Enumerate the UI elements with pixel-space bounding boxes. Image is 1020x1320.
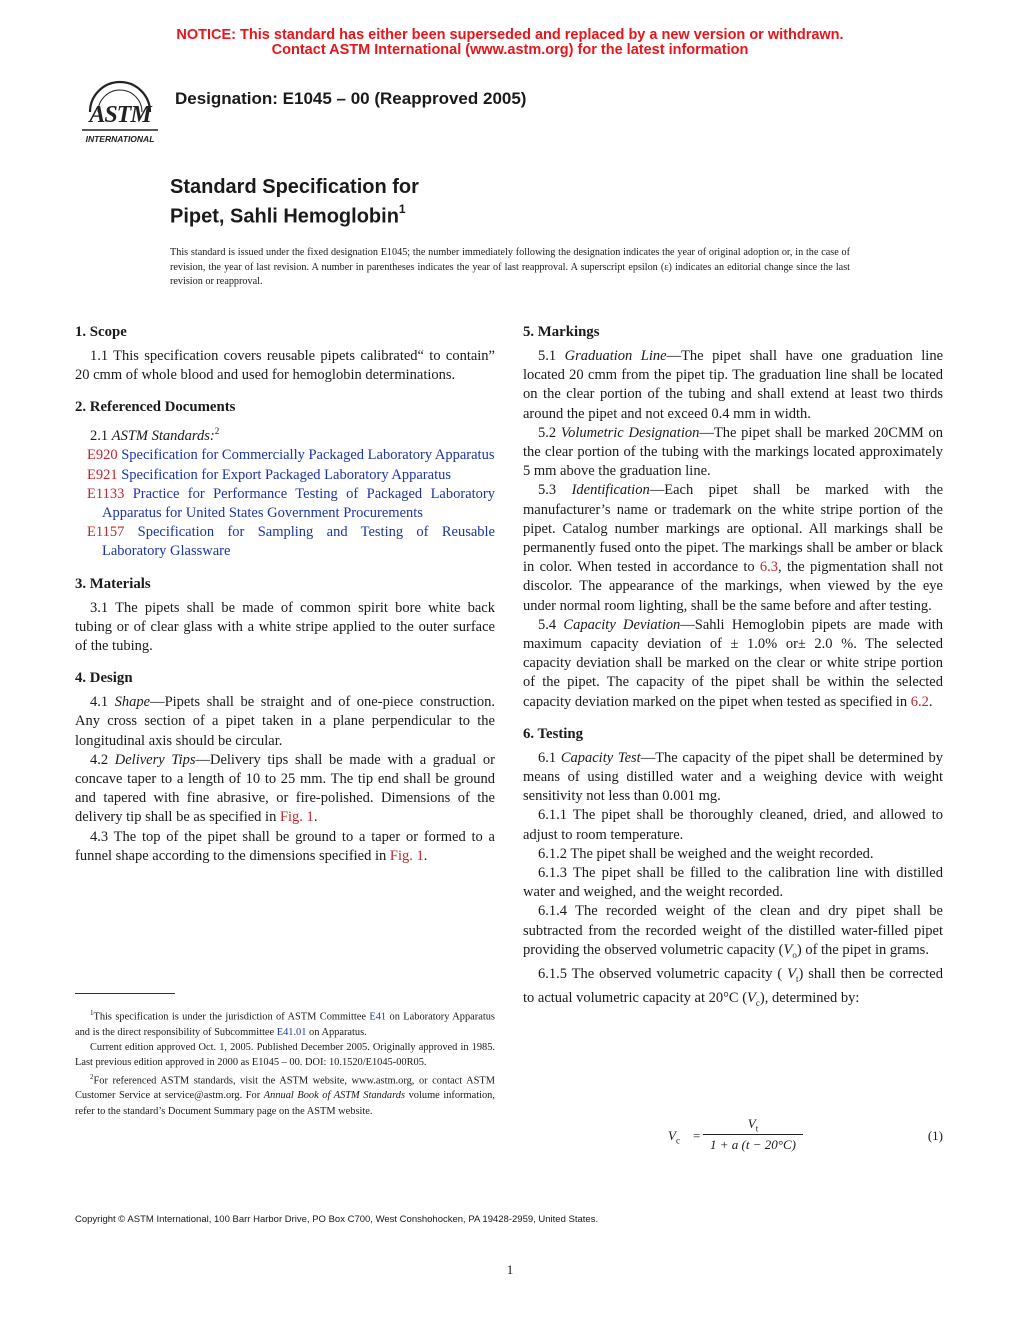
paragraph-end: .	[313, 809, 318, 826]
section-markings	[523, 322, 943, 712]
title-line-1: Standard Specification for	[170, 176, 419, 198]
paragraph: 1.1 This specification covers reusable pipets calibrated“ to contain” 20 cmm of whole blood and used for hemoglobin determinations.	[75, 348, 495, 384]
title-line-2-text: Pipet, Sahli Hemoglobin	[170, 205, 399, 228]
variable: V	[747, 990, 756, 1007]
variable-subscript: t	[795, 973, 799, 984]
committee-link[interactable]: E41	[369, 1011, 387, 1023]
footnote-mark: 2	[214, 426, 220, 437]
section-testing	[523, 724, 943, 1013]
paragraph-number: 4.1	[90, 694, 109, 711]
paragraph	[75, 422, 495, 446]
variable-subscript: c	[755, 997, 760, 1008]
equation-1	[523, 1116, 943, 1156]
paragraph-label: Capacity Test	[560, 749, 641, 766]
paragraph-number: 4.2	[90, 751, 109, 768]
footnote-text: on Laboratory Apparatus and is the direct responsibility of Subcommittee	[75, 1011, 495, 1038]
paragraph-number: 5.2	[538, 424, 557, 441]
paragraph-text: —Each pipet shall be marked with the manufacturer’s name or trademark on the white stripe portion of the pipet. Catalog number markings are optional. All markings shall be permanently fused onto the pipet. The markings shall be amber or black in color. When tested in accordance to	[523, 482, 944, 576]
reference-code[interactable]: E1133	[87, 485, 125, 502]
paragraph: 6.1.2 The pipet shall be weighed and the weight recorded.	[538, 845, 874, 862]
footnote-mark: 1	[90, 1009, 94, 1017]
paragraph-end: .	[423, 847, 428, 864]
reference-item[interactable]	[75, 523, 495, 561]
section-design	[75, 668, 495, 866]
footnote-text: For referenced ASTM standards, visit the ASTM website, www.astm.org, or contact ASTM Customer Service at service@astm.org. For	[75, 1075, 495, 1102]
paragraph: 3.1 The pipets shall be made of common spirit bore white back tubing or of clear glass with a white stripe applied to the outer surface of the tubing.	[75, 599, 495, 655]
footnote-2	[75, 1070, 495, 1119]
numerator-variable: V	[747, 1116, 756, 1131]
reference-code[interactable]: E921	[87, 466, 118, 483]
paragraph-number: 6.1	[538, 749, 557, 766]
paragraph: 6.1.3 The pipet shall be filled to the calibration line with distilled water and weighed, and the weight recorded.	[523, 865, 943, 901]
document-title	[170, 175, 419, 229]
paragraph-text: —Pipets shall be straight and of one-piece construction. Any cross section of a pipet taken in a plane perpendicular to the longitudinal axis should be circular.	[75, 694, 495, 749]
section-link[interactable]: 6.2	[910, 693, 929, 710]
paragraph-end: .	[928, 693, 933, 710]
notice-line-1: NOTICE: This standard has either been superseded and replaced by a new version or withdrawn.	[176, 27, 844, 43]
section-link[interactable]: 6.3	[759, 559, 779, 576]
paragraph	[75, 828, 495, 866]
section-heading: 1. Scope	[75, 324, 127, 340]
paragraph-label: Volumetric Designation	[560, 424, 700, 441]
section-heading: 4. Design	[75, 670, 133, 687]
lhs-subscript: c	[675, 1135, 680, 1146]
reference-title[interactable]: Specification for Export Packaged Laboratory Apparatus	[121, 466, 451, 483]
paragraph-number: 2.1	[90, 428, 109, 445]
reference-code[interactable]: E920	[87, 447, 118, 464]
lhs-variable: V	[668, 1128, 676, 1143]
left-column	[75, 322, 495, 878]
equals-sign: =	[693, 1128, 701, 1143]
paragraph-text: —Delivery tips shall be made with a gradual or concave taper to a length of 10 to 25 mm. The tip end shall be ground and tapered with fine abrasive, or fire-polished. Dimensions of the delivery tip shall be as specified in	[75, 751, 495, 826]
paragraph-end: ) of the pipet in grams.	[796, 941, 929, 958]
logo-text: ASTM	[89, 102, 151, 128]
section-materials	[75, 574, 495, 657]
footnote-mark: 2	[90, 1072, 94, 1081]
paragraph	[523, 965, 943, 1013]
astm-logo-icon	[78, 72, 162, 150]
notice-line-2: Contact ASTM International (www.astm.org) for the latest information	[271, 42, 749, 58]
numerator-subscript: t	[755, 1123, 759, 1134]
reference-title[interactable]: Specification for Commercially Packaged Laboratory Apparatus	[121, 447, 495, 464]
paragraph-text: ) shall then be corrected to actual volumetric capacity at 20°C (	[523, 965, 943, 1007]
paragraph-label: Identification	[571, 482, 650, 499]
paragraph-end: ), determined by:	[759, 990, 860, 1007]
fraction-bar	[703, 1134, 803, 1135]
footnotes	[75, 1006, 495, 1119]
reference-code[interactable]: E1157	[87, 524, 125, 541]
paragraph-label: Graduation Line	[564, 348, 667, 364]
paragraph-number: 5.3	[538, 482, 557, 499]
equation-number: (1)	[927, 1128, 943, 1143]
paragraph	[523, 347, 943, 424]
title-footnote-mark: 1	[398, 202, 406, 216]
paragraph-text: 6.1.4 The recorded weight of the clean and dry pipet shall be subtracted from the recorded weight of the distilled water-filled pipet providing the observed volumetric capacity (	[523, 903, 943, 958]
section-scope	[75, 322, 495, 385]
paragraph-label: Shape	[114, 694, 151, 711]
issued-note: This standard is issued under the fixed designation E1045; the number immediately following the designation indicates the year of original adoption or, in the case of revision, the year of last revision. A number in parentheses indicates the year of last reapproval. A superscript epsilon (ε) indicates an editorial change since the last revision or reapproval.	[170, 247, 850, 287]
paragraph	[75, 751, 495, 828]
fraction-numerator	[703, 1116, 803, 1134]
withdrawal-notice	[0, 28, 1020, 58]
equation-lhs	[668, 1128, 680, 1146]
paragraph-label: ASTM Standards:	[111, 428, 215, 445]
right-column	[523, 322, 943, 1025]
figure-link[interactable]: Fig. 1	[279, 809, 314, 826]
fraction-denominator: 1 + a (t − 20°C)	[710, 1137, 796, 1152]
reference-item[interactable]	[75, 485, 495, 523]
paragraph-text: 6.1.5 The observed volumetric capacity (	[538, 965, 788, 982]
paragraph-number: 5.4	[538, 616, 557, 633]
reference-item[interactable]	[75, 466, 495, 485]
section-heading: 6. Testing	[523, 725, 584, 742]
footnote-1-edition: Current edition approved Oct. 1, 2005. Published December 2005. Originally approved in 1985. Last previous edition approved in 2000 as E1045 – 00. DOI: 10.1520/E1045-00R05.	[75, 1041, 495, 1068]
title-line-2	[170, 199, 419, 229]
section-referenced-documents	[75, 397, 495, 561]
paragraph-text: —The pipet shall have one graduation line located 20 cmm from the pipet tip. The graduation line shall be located on the clear portion of the tubing and shall extend at least two thirds around the pipet and not exceed 0.4 mm in width.	[523, 348, 944, 422]
logo-subtext: INTERNATIONAL	[85, 134, 155, 144]
paragraph	[523, 616, 943, 712]
paragraph-text: —The pipet shall be marked 20CMM on the clear portion of the tubing with the markings located approximately 5 mm above the graduation line.	[523, 424, 944, 480]
paragraph-number: 5.1	[538, 348, 557, 364]
page-number: 1	[506, 1262, 514, 1277]
paragraph	[523, 749, 943, 807]
reference-title[interactable]: Practice for Performance Testing of Packaged Laboratory Apparatus for United States Government Procurements	[102, 485, 495, 522]
paragraph-label: Delivery Tips	[114, 751, 196, 768]
paragraph-label: Capacity Deviation	[563, 616, 681, 633]
footnote-text: volume information, refer to the standard’s Document Summary page on the ASTM website.	[75, 1090, 495, 1117]
paragraph-end: , the pigmentation shall not discolor. The appearance of the markings, when viewed by the eye under normal room lighting, shall be the same before and after testing.	[523, 559, 943, 614]
section-heading: 2. Referenced Documents	[75, 399, 236, 416]
designation: Designation: E1045 – 00 (Reapproved 2005)	[175, 89, 527, 108]
paragraph-text: 4.3 The top of the pipet shall be ground to a taper or formed to a funnel shape according to the dimensions specified in	[75, 828, 495, 864]
paragraph-text: —The capacity of the pipet shall be determined by means of using distilled water and a weighing device with weight sensitivity not less than 0.001 mg.	[523, 749, 943, 805]
paragraph	[523, 902, 943, 965]
section-heading: 5. Markings	[523, 324, 600, 340]
copyright: Copyright © ASTM International, 100 Barr Harbor Drive, PO Box C700, West Conshohocken, PA 19428-2959, United States.	[75, 1214, 599, 1225]
reference-item[interactable]	[75, 446, 495, 465]
figure-link[interactable]: Fig. 1	[389, 847, 424, 864]
footnote-divider	[75, 993, 175, 994]
footnote-text: on Apparatus.	[306, 1026, 367, 1038]
paragraph	[75, 693, 495, 751]
paragraph: 6.1.1 The pipet shall be thoroughly cleaned, dried, and allowed to adjust to room temperature.	[523, 807, 943, 843]
paragraph-text: —Sahli Hemoglobin pipets are made with maximum capacity deviation of ± 1.0% or± 2.0 %. The selected capacity deviation shall be marked on the clear or white stripe portion of the pipet. The capacity of the pipet shall be within the selected capacity deviation marked on the pipet when tested as specified in	[523, 616, 944, 710]
subcommittee-link[interactable]: E41.01	[276, 1026, 307, 1038]
variable: V	[783, 941, 793, 958]
footnote-1	[75, 1006, 495, 1040]
variable-subscript: o	[792, 949, 797, 960]
footnote-text: This specification is under the jurisdiction of ASTM Committee	[93, 1011, 370, 1023]
reference-title[interactable]: Specification for Sampling and Testing of Reusable Laboratory Glassware	[102, 524, 495, 560]
variable: V	[787, 965, 796, 982]
paragraph	[523, 481, 943, 615]
section-heading: 3. Materials	[75, 575, 151, 592]
paragraph	[523, 424, 943, 482]
footnote-italic: Annual Book of ASTM Standards	[263, 1090, 406, 1102]
